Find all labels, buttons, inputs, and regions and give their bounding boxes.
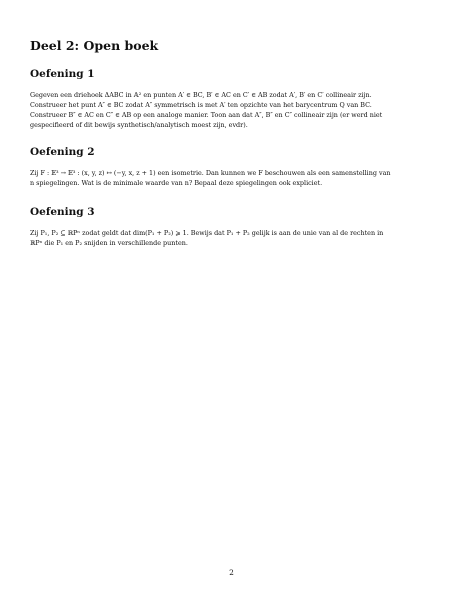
exercise-3-heading: Oefening 3 xyxy=(30,206,95,218)
exercise-1-line-2: Construeer het punt A″ ∈ BC zodat A″ symmetrisch is met A′ ten opzichte van het barycentrum Q van BC. xyxy=(30,101,372,109)
exercise-1-text xyxy=(30,90,434,130)
exercise-1 xyxy=(30,68,434,130)
exercise-1-heading: Oefening 1 xyxy=(30,68,95,80)
exercise-3-text xyxy=(30,228,434,248)
exercise-2 xyxy=(30,146,434,188)
exercise-3 xyxy=(30,206,434,248)
exercise-1-line-3: Construeer B″ ∈ AC en C″ ∈ AB op een analoge manier. Toon aan dat A″, B″ en C″ collineair zijn (er werd niet xyxy=(30,111,383,119)
exercise-3-line-2: ℝPⁿ die P₁ en P₂ snijden in verschillende punten. xyxy=(30,239,188,247)
exercise-1-line-4: gespecifieerd of dit bewijs synthetisch/analytisch moest zijn, evdr). xyxy=(30,121,248,129)
exercise-2-line-1: Zij F : 𝔼³ → 𝔼³ : (x, y, z) ↦ (−y, x, z + 1) een isometrie. Dan kunnen we F beschouwen als een samenstelling van xyxy=(30,169,391,177)
page-number: 2 xyxy=(229,568,234,577)
exercise-2-text xyxy=(30,168,434,188)
exercise-2-line-2: n spiegelingen. Wat is de minimale waarde van n? Bepaal deze spiegelingen ook expliciet. xyxy=(30,179,323,187)
exercise-1-line-1: Gegeven een driehoek ΔABC in 𝔸² en punten A′ ∈ BC, B′ ∈ AC en C′ ∈ AB zodat A′, B′ en C′ collineair zijn. xyxy=(30,91,372,99)
exercise-2-heading: Oefening 2 xyxy=(30,146,95,158)
section-title: Deel 2: Open boek xyxy=(30,38,159,53)
exercise-3-line-1: Zij P₁, P₂ ⊆ ℝPⁿ zodat geldt dat dim(P₁ + P₂) ⩾ 1. Bewijs dat P₁ + P₂ gelijk is aan de unie van al de rechten in xyxy=(30,229,384,237)
